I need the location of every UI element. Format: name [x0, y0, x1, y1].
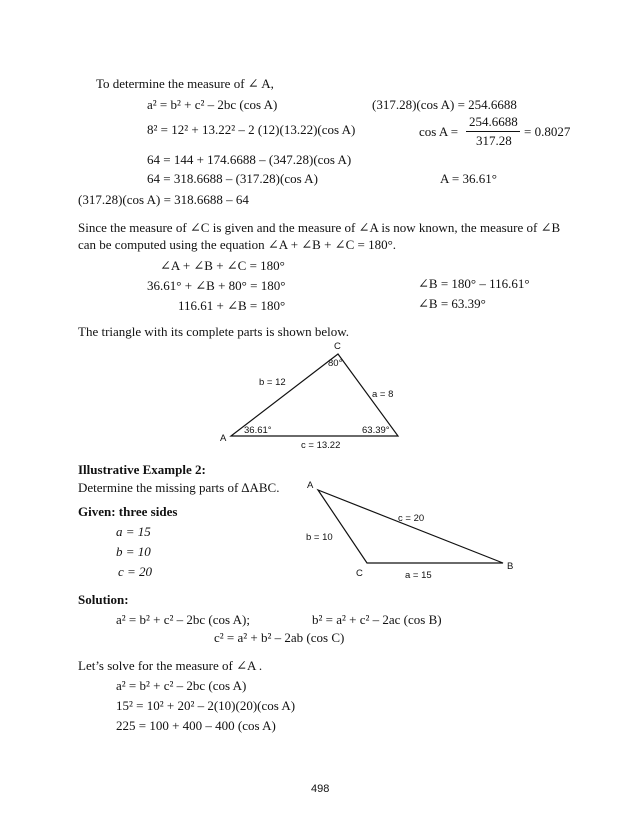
- triangle-caption: The triangle with its complete parts is shown below.: [78, 324, 350, 339]
- given-b: b = 10: [116, 544, 151, 559]
- triangle-2: [306, 480, 513, 581]
- equation-line: ∠B = 180° – 116.61°: [418, 276, 530, 291]
- given-heading: Given: three sides: [78, 504, 178, 519]
- fraction-numerator: 254.6688: [469, 114, 518, 129]
- equation-line: 36.61° + ∠B + 80° = 180°: [147, 278, 286, 293]
- given-c: c = 20: [118, 564, 153, 579]
- fraction-lhs: cos A =: [419, 124, 459, 139]
- vertex-a-label: A: [307, 480, 314, 491]
- equation-line: 15² = 10² + 20² – 2(10)(20)(cos A): [116, 698, 296, 713]
- result-angle-a: A = 36.61°: [440, 171, 497, 186]
- page-number: 498: [311, 783, 330, 795]
- angle-a-label: 36.61°: [244, 425, 272, 436]
- side-b-label: b = 10: [306, 532, 333, 543]
- equation-line: a² = b² + c² – 2bc (cos A): [116, 678, 247, 693]
- side-a-label: a = 15: [405, 570, 432, 581]
- example-prompt: Determine the missing parts of ∆ABC.: [78, 480, 280, 495]
- equation-line: (317.28)(cos A) = 254.6688: [372, 97, 517, 112]
- paragraph-line: can be computed using the equation ∠A + ∠B + ∠C = 180°.: [78, 237, 397, 252]
- equation-line: 64 = 144 + 174.6688 – (347.28)(cos A): [147, 152, 352, 167]
- equation-line: ∠A + ∠B + ∠C = 180°: [160, 258, 285, 273]
- vertex-b-label: B: [507, 561, 514, 572]
- result-angle-b: ∠B = 63.39°: [418, 296, 486, 311]
- equation-line: a² = b² + c² – 2bc (cos A): [147, 97, 278, 112]
- fraction-denominator: 317.28: [476, 133, 512, 148]
- equation-line: (317.28)(cos A) = 318.6688 – 64: [78, 192, 249, 207]
- formula-line: c² = a² + b² – 2ab (cos C): [214, 630, 345, 645]
- intro-line: To determine the measure of ∠ A,: [96, 76, 274, 91]
- triangle-1: [220, 341, 398, 451]
- angle-b-label: 63.39°: [362, 425, 390, 436]
- formula-line: a² = b² + c² – 2bc (cos A);: [116, 612, 250, 627]
- equation-line: 225 = 100 + 400 – 400 (cos A): [116, 718, 276, 733]
- paragraph-line: Since the measure of ∠C is given and the measure of ∠A is now known, the measure of ∠B: [78, 220, 561, 235]
- angle-c-label: 80°: [328, 358, 343, 369]
- formula-line: b² = a² + c² – 2ac (cos B): [312, 612, 442, 627]
- equation-line: 8² = 12² + 13.22² – 2 (12)(13.22)(cos A): [147, 122, 356, 137]
- side-a-label: a = 8: [372, 389, 394, 400]
- equation-line: 116.61 + ∠B = 180°: [178, 298, 286, 313]
- solve-intro: Let’s solve for the measure of ∠A .: [78, 658, 263, 673]
- triangle-2-outline: [318, 490, 503, 563]
- vertex-c-label: C: [356, 568, 363, 579]
- equation-line: 64 = 318.6688 – (317.28)(cos A): [147, 171, 318, 186]
- side-b-label: b = 12: [259, 377, 286, 388]
- side-c-label: c = 13.22: [301, 440, 341, 451]
- fraction-rhs: = 0.8027: [524, 124, 571, 139]
- vertex-c-label: C: [334, 341, 341, 352]
- side-c-label: c = 20: [398, 513, 425, 524]
- given-a: a = 15: [116, 524, 151, 539]
- solution-heading: Solution:: [78, 592, 129, 607]
- example-heading: Illustrative Example 2:: [78, 462, 206, 477]
- vertex-a-label: A: [220, 433, 227, 444]
